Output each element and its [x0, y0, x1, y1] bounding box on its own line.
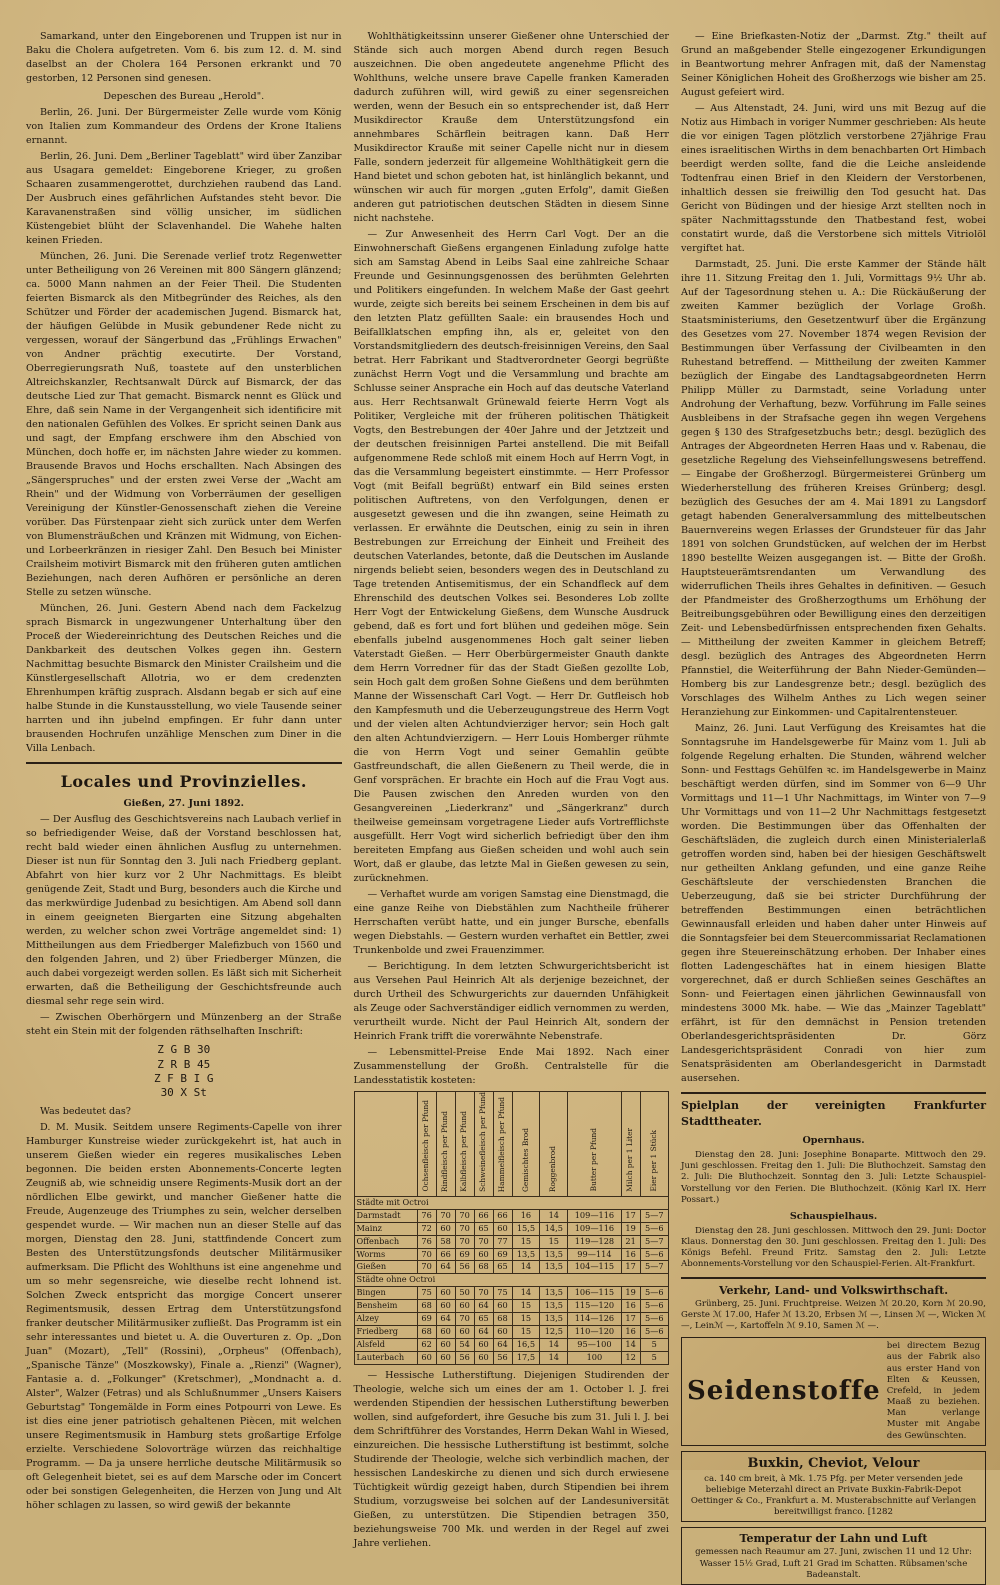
table-row	[354, 1352, 669, 1365]
price-cell: 70	[455, 1209, 474, 1222]
price-cell: 15	[540, 1235, 568, 1248]
price-cell: 70	[417, 1248, 436, 1261]
grain-prices: Grünberg, 25. Juni. Fruchtpreise. Weizen ℳ 20.20, Korn ℳ 20.90, Gerste ℳ 17.00, Hafer ℳ 13.20, Erbsen ℳ —, Linsen ℳ —, Wicken ℳ —, Leinℳ —, Kartoffeln ℳ 9.10, Samen ℳ —.	[681, 1298, 986, 1332]
dateline: Gießen, 27. Juni 1892.	[123, 798, 245, 810]
price-cell: 77	[493, 1235, 512, 1248]
price-cell: 119—128	[568, 1235, 621, 1248]
price-cell: 75	[417, 1287, 436, 1300]
price-cell: 60	[436, 1222, 455, 1235]
temperature-box	[681, 1527, 986, 1585]
table-row	[354, 1235, 669, 1248]
price-cell: 16	[621, 1326, 640, 1339]
price-cell: 5—6	[640, 1287, 668, 1300]
price-cell: 15	[512, 1235, 540, 1248]
price-cell: 76	[417, 1235, 436, 1248]
price-cell: 64	[474, 1326, 493, 1339]
price-cell: 60	[474, 1352, 493, 1365]
column-header	[436, 1092, 455, 1197]
price-cell: 68	[417, 1326, 436, 1339]
buxkin-ad-text: ca. 140 cm breit, à Mk. 1.75 Pfg. per Meter versenden jede beliebige Meterzahl direct an Private Buxkin-Fabrik-Depot Oettinger & Co., Frankfurt a. M. Musterabschnitte auf Verlangen bereitwilligst franco. [1282	[690, 1473, 977, 1518]
price-cell: 76	[417, 1209, 436, 1222]
price-cell: 104—115	[568, 1261, 621, 1274]
price-cell: 56	[455, 1261, 474, 1274]
price-cell: 72	[417, 1222, 436, 1235]
price-cell: 56	[493, 1352, 512, 1365]
dispatches-heading: Depeschen des Bureau „Herold".	[103, 91, 265, 102]
price-cell: 66	[493, 1209, 512, 1222]
price-cell: 75	[493, 1287, 512, 1300]
column-header-label: Schweinefleisch per Pfund	[478, 1092, 488, 1192]
table-row	[354, 1222, 669, 1235]
column-2	[353, 30, 670, 1550]
price-cell: 60	[493, 1300, 512, 1313]
price-cell: 14	[621, 1339, 640, 1352]
price-cell: 60	[436, 1339, 455, 1352]
city-cell: Darmstadt	[354, 1209, 417, 1222]
table-row	[354, 1261, 669, 1274]
berlin-dispatch-1: Berlin, 26. Juni. Der Bürgermeister Zelle wurde vom König von Italien zum Kommandeur des Ordens der Krone Italiens ernannt.	[26, 107, 342, 146]
city-cell: Lauterbach	[354, 1352, 417, 1365]
rebus-line: Z R B 45	[157, 1057, 211, 1071]
silk-ad-content	[687, 1341, 980, 1442]
city-cell: Worms	[354, 1248, 417, 1261]
column-header-label: Butter per Pfund	[589, 1128, 599, 1192]
group-label: Städte ohne Octroi	[354, 1274, 669, 1287]
price-cell: 60	[455, 1326, 474, 1339]
economy-heading: Verkehr, Land- und Volkswirthschaft.	[718, 1283, 949, 1297]
city-cell: Mainz	[354, 1222, 417, 1235]
price-cell: 19	[621, 1287, 640, 1300]
price-cell: 60	[474, 1339, 493, 1352]
mainz-sunday-rest-report: Mainz, 26. Juni. Laut Verfügung des Kreisamtes hat die Sonntagsruhe im Handelsgewerbe für Mainz vom 1. Juli ab folgende Regelung erhalten. Die Stunden, während welcher Sonn- und Festtags Gehülfen ꝛc. im Handelsgewerbe in Mainz beschäftigt werden dürfen, sind im Sommer von 6—9 Uhr Vormittags und 11—1 Uhr Nachmittags, im Winter von 7—9 Uhr Vormittags und von 11—2 Uhr Nachmittags festgesetzt worden. Die Bestimmungen über das Offenhalten der Geschäftsläden, die zugleich durch einen Ministerialerlaß getroffen worden sind, haben bei der hiesigen Geschäftswelt nur getheilten Anklang gefunden, und eine ganze Reihe Geschäftsleute der verschiedensten Branchen die Ueberzeugung, daß sie bei stricter Durchführung der betreffenden Bestimmungen einen beträchtlichen Gewinnausfall erleiden und haben daher unter Hinweis auf die Sonntagsfeier bei dem Steuercommissariat Reclamationen gegen ihre Steuereinschätzung erhoben. Der Inhaber eines flotten Ladengeschäftes hat in einem hiesigen Blatte vorgerechnet, daß er durch Schließen seines Geschäftes an Sonn- und Feiertagen einen jährlichen Gewinnausfall von mindestens 3000 Mk. habe. — Wie das „Mainzer Tageblatt" erfährt, ist für den demnächst in Pension tretenden Oberlandesgerichtspräsidenten Dr. Görz Landesgerichtspräsident Conradi von hier zum Senatspräsidenten am Oberlandesgericht in Darmstadt ausersehen.	[681, 723, 986, 1084]
column-header-label: Roggenbrod	[548, 1145, 558, 1192]
food-prices-table	[354, 1091, 670, 1365]
price-cell: 110—120	[568, 1326, 621, 1339]
table-row	[354, 1313, 669, 1326]
price-cell: 106—115	[568, 1287, 621, 1300]
column-header-label: Hammelfleisch per Pfund	[497, 1096, 507, 1192]
table-row	[354, 1248, 669, 1261]
column-3	[681, 30, 986, 1580]
price-cell: 5—6	[640, 1248, 668, 1261]
price-cell: 16	[621, 1300, 640, 1313]
price-cell: 70	[455, 1222, 474, 1235]
altenstadt-report: — Aus Altenstadt, 24. Juni, wird uns mit Bezug auf die Notiz aus Himbach in voriger Nummer geschrieben: Als heute die vor einigen Tagen plötzlich verstorbene 27jährige Frau eines israelitischen Wirths in dem benachbarten Ort Himbach beerdigt werden sollte, fand die die Leiche ansleidende Todtenfrau einen Brief in den Kleidern der Verstorbenen, inhaltlich dessen sie freiwillig den Tod gesucht hat. Das Gericht von Büdingen und der hiesige Arzt stellten noch in später Nachmittagsstunde den Thatbestand fest, wobei constatirt wurde, daß die Verstorbene sich mittels Vitriolöl vergiftet hat.	[681, 103, 986, 254]
price-cell: 16,5	[512, 1339, 540, 1352]
local-news-heading: Locales und Provinzielles.	[60, 772, 307, 791]
city-column-header	[354, 1092, 417, 1197]
price-cell: 17	[621, 1209, 640, 1222]
price-cell: 66	[474, 1209, 493, 1222]
price-cell: 60	[417, 1352, 436, 1365]
group-label: Städte mit Octroi	[354, 1196, 669, 1209]
music-article: D. M. Musik. Seitdem unsere Regiments-Capelle von ihrer Hamburger Kunstreise wieder zurückgekehrt ist, hat auch in unserem Gießen wieder ein regeres musikalisches Leben begonnen. Die beiden ersten Abonnements-Concerte legten Zeugniß ab, wie schneidig unsere Regiments-Musik dort an der nördlichen Elbe gewirkt, und mancher Gießener hatte die Freude, Augenzeuge des Triumphes zu sein, welcher derselben gespendet wurde. — Wir machen nun an dieser Stelle auf das morgen, Dienstag den 28. Juni, stattfindende Concert zum Besten des Unterstützungsfonds deutscher Militärmusiker aufmerksam. Die Pflicht des Wohlthuns ist eine angenehme und um so mehr segensreiche, wie dieselbe recht lohnend ist. Solchen Zweck entspricht das morgige Concert unserer Regimentsmusik, dessen Ertrag dem Unterstützungsfond franker deutscher Militärmusiker zufließt. Das Programm ist ein sehr interessantes und bietet u. A. die Ouverturen z. Op. „Don Juan" (Mozart), „Tell" (Rossini), „Orpheus" (Offenbach), „Spanische Tänze" (Moszkowsky), Finale a. „Rienzi" (Wagner), Fantasie a. d. „Folkunger" (Kretschmer), „Mondnacht a. d. Alster", Walzer (Fetras) und als Schlußnummer „Unsers Kaisers Geburtstag" Tongemälde in Form eines Potpourri von Lewe. Es ist dies eine jener patriotisch gehaltenen Piècen, mit welchen unsere Regimentsmusik in Hamburg stets großartige Erfolge erzielte. Verschiedene Solovorträge würzen das reichhaltige Programm. — Da ja unsere herrliche deutsche Militärmusik so oft Gelegenheit bietet, sei es auf dem Marsche oder im Concert oder bei sonstigen Gelegenheiten, die Herzen von Jung und Alt höher schlagen zu lassen, so wird gewiß der bekannte	[26, 1121, 342, 1511]
playhouse-schedule: Dienstag den 28. Juni geschlossen. Mittwoch den 29. Juni: Doctor Klaus. Donnerstag den 30. Juni geschlossen. Freitag den 1. Juli: Des Königs Befehl. Freund Fritz. Samstag den 2. Juli: Letzte Abonnements-Vorstellung vor den Schauspiel-Ferien. Alt-Frankfurt.	[681, 1225, 986, 1270]
price-cell: 13,5	[540, 1287, 568, 1300]
price-cell: 12	[621, 1352, 640, 1365]
price-cell: 13,5	[540, 1261, 568, 1274]
silk-advertisement	[681, 1337, 986, 1446]
correction-notice: — Berichtigung. In dem letzten Schwurgerichtsbericht ist aus Versehen Paul Heinrich Alt als derjenige bezeichnet, der durch Urtheil des Schwurgerichts zur dauernden Unfähigkeit als Zeuge oder Sachverständiger eidlich vernommen zu werden, verurtheilt wurde. Nicht der Paul Heinrich Alt, sondern der Heinrich Frank trifft die vorerwähnte Nebenstrafe.	[353, 961, 669, 1042]
section-divider	[681, 1092, 986, 1094]
luther-foundation-notice: — Hessische Lutherstiftung. Diejenigen Studirenden der Theologie, welche sich um eines der am 1. October l. J. frei werdenden Stipendien der hessischen Lutherstiftung bewerben wollen, sind aufgefordert, ihre Gesuche bis zum 31. Juli l. J. bei dem Schriftführer des Vorstandes, Herrn Dekan Wahl in Wiesed, einzureichen. Die hessische Lutherstiftung ist bestimmt, solche Studirende der Theologie, welche sich verbindlich machen, der hessischen Landeskirche zu dienen und sich durch erwiesene Tüchtigkeit würdig gezeigt haben, durch Stipendien bei ihrem Studium, vorzugsweise bei solchen auf der Landesuniversität Gießen, zu unterstützen. Die Stipendien betragen 350, beziehungsweise 700 Mk. und werden in der Regel auf zwei Jahre verliehen.	[353, 1370, 669, 1550]
price-cell: 69	[455, 1248, 474, 1261]
theatre-schedule-heading: Spielplan der vereinigten Frankfurter Stadttheater.	[681, 1099, 986, 1129]
price-cell: 70	[417, 1261, 436, 1274]
price-cell: 54	[455, 1339, 474, 1352]
column-header	[455, 1092, 474, 1197]
temperature-heading: Temperatur der Lahn und Luft	[739, 1532, 928, 1546]
price-cell: 16	[512, 1209, 540, 1222]
price-cell: 60	[455, 1300, 474, 1313]
price-cell: 65	[493, 1261, 512, 1274]
rebus-line: Z F B I G	[153, 1071, 214, 1085]
price-cell: 19	[621, 1222, 640, 1235]
price-cell: 109—116	[568, 1209, 621, 1222]
price-cell: 14,5	[540, 1222, 568, 1235]
price-cell: 60	[436, 1300, 455, 1313]
munich-dispatch-1: München, 26. Juni. Die Serenade verlief trotz Regenwetter unter Betheiligung von 26 Vereinen mit 800 Sängern glänzend; ca. 5000 Mann nahmen an der Feier Theil. Die Studenten feierten Bismarck als den Mitbegründer des Reiches, als den Schützer und Förder der academischen Jugend. Bismarck hat, der häufigen Gelübde in Musik gebundener Rede nicht zu vergessen, worauf der Sängerbund das „Frühlings Erwachen" von Andner prächtig executirte. Der Vorstand, Oberregierungsrath Nuß, toastete auf den unsterblichen Altreichskanzler, Rechtsanwalt Dürck auf Bismarck, der das deutsche Lied zur That gemacht. Bismarck nennt es Glück und Ehre, daß sein Name in der Vergangenheit sich identificire mit den nationalen Gefühlen des Volkes. Er spricht seinen Dank aus und sagt, der Empfang erschwere ihm den Abschied von München, doch hoffe er, im nächsten Jahre wieder zu kommen. Brausende Bravos und Hochs erschallten. Nach Absingen des „Sängerspruches" und der ersten zwei Verse der „Wacht am Rhein" und der Widmung von Vorberräumen der geselligen Vereinigung der Künstler-Genossenschaft ziehen die Vereine vorüber. Das Fürstenpaar zieht sich zurück unter dem Werfen von Blumensträußchen und Kränzen mit Widmung, von Eichen- und Lorbeerkränzen in riesiger Zahl. Den Besuch bei Minister Crailsheim motivirt Bismarck mit den früheren guten amtlichen Beziehungen, nach deren Aufhören er persönliche an deren Stelle zu setzen wünsche.	[26, 251, 342, 598]
city-cell: Bingen	[354, 1287, 417, 1300]
price-cell: 17	[621, 1261, 640, 1274]
table-row	[354, 1339, 669, 1352]
prices-table-body	[354, 1196, 669, 1365]
price-cell: 15	[512, 1326, 540, 1339]
column-header-label: Rindfleisch per Pfund	[440, 1110, 450, 1192]
price-cell: 58	[436, 1235, 455, 1248]
price-cell: 12,5	[540, 1326, 568, 1339]
city-cell: Offenbach	[354, 1235, 417, 1248]
temperature-text: gemessen nach Reaumur am 27. Juni, zwischen 11 und 12 Uhr: Wasser 15½ Grad, Luft 21 Grad im Schatten. Rübsamen'sche Badeanstalt.	[695, 1547, 972, 1580]
price-cell: 60	[436, 1287, 455, 1300]
cholera-report: Samarkand, unter den Eingeborenen und Truppen ist nur in Baku die Cholera aufgetreten. Vom 6. bis zum 12. d. M. sind daselbst an der Cholera 164 Personen erkrankt und 70 gestorben, 12 Personen sind genesen.	[26, 31, 342, 84]
table-row	[354, 1287, 669, 1300]
column-header-label: Gemischtes Brod	[520, 1127, 530, 1192]
price-cell: 109—116	[568, 1222, 621, 1235]
price-cell: 16	[621, 1248, 640, 1261]
price-cell: 65	[474, 1222, 493, 1235]
city-cell: Gießen	[354, 1261, 417, 1274]
berlin-dispatch-2: Berlin, 26. Juni. Dem „Berliner Tageblatt" wird über Zanzibar aus Usagara gemeldet: Eingeborene Krieger, zu großen Schaaren zusammengerottet, durchziehen raubend das Land. Der Ausbruch eines gefährlichen Aufstandes steht bevor. Die Karavanenstraßen sind völlig unsicher, im südlichen Küstengebiet blüht der Sclavenhandel. Die Wahehe halten keinen Frieden.	[26, 151, 342, 246]
opera-house-heading: Opernhaus.	[802, 1135, 865, 1147]
price-cell: 65	[474, 1313, 493, 1326]
price-cell: 14	[512, 1261, 540, 1274]
price-cell: 14	[540, 1352, 568, 1365]
price-cell: 70	[474, 1287, 493, 1300]
price-cell: 15	[512, 1313, 540, 1326]
price-cell: 14	[540, 1339, 568, 1352]
rebus-line: 30 X St	[160, 1086, 207, 1100]
table-group-row	[354, 1196, 669, 1209]
price-cell: 114—126	[568, 1313, 621, 1326]
rebus-question: Was bedeutet das?	[40, 1105, 131, 1117]
stone-inscription: — Zwischen Oberhörgern und Münzenberg an der Straße steht ein Stein mit der folgenden räthselhaften Inschrift:	[26, 1012, 342, 1038]
price-cell: 69	[417, 1313, 436, 1326]
price-cell: 60	[493, 1326, 512, 1339]
price-cell: 13,5	[540, 1313, 568, 1326]
inscription-rebus	[26, 1043, 342, 1100]
table-row	[354, 1209, 669, 1222]
name-day-notice: — Eine Briefkasten-Notiz der „Darmst. Ztg." theilt auf Grund an maßgebender Stelle eingezogener Erkundigungen in Beantwortung mehrer Anfragen mit, daß der Namenstag Seiner Königlichen Hoheit des Großherzogs wie bisher am 25. August gefeiert wird.	[681, 31, 986, 98]
price-cell: 68	[417, 1300, 436, 1313]
price-cell: 5—6	[640, 1313, 668, 1326]
price-cell: 100	[568, 1352, 621, 1365]
price-cell: 64	[436, 1261, 455, 1274]
price-cell: 69	[493, 1248, 512, 1261]
price-cell: 64	[493, 1339, 512, 1352]
price-cell: 14	[540, 1209, 568, 1222]
price-cell: 15	[512, 1300, 540, 1313]
price-cell: 70	[455, 1235, 474, 1248]
column-header	[621, 1092, 640, 1197]
section-divider	[26, 762, 342, 764]
munich-dispatch-2: München, 26. Juni. Gestern Abend nach dem Fackelzug sprach Bismarck in ungezwungener Unterhaltung über den Proceß der Wiedereinrichtung des Deutschen Reiches und die Dankbarkeit des deutschen Volkes gegen ihn. Gestern Nachmittag besuchte Bismarck den Minister Crailsheim und die Künstlergesellschaft Allotria, wo er dem credenzten Ehrenhumpen kräftig zusprach. Alsdann begab er sich auf eine halbe Stunde in die Kunstausstellung, wo viele Tausende seiner harrten und ihn jubelnd empfingen. Er fuhr dann unter brausenden Hochrufen unzählige Menschen zum Diner in die Villa Lenbach.	[26, 603, 342, 754]
price-cell: 60	[436, 1326, 455, 1339]
silk-ad-title: Seidenstoffe	[687, 1376, 881, 1407]
price-cell: 64	[474, 1300, 493, 1313]
price-cell: 115—120	[568, 1300, 621, 1313]
price-cell: 50	[455, 1287, 474, 1300]
price-cell: 5—6	[640, 1300, 668, 1313]
price-cell: 56	[455, 1352, 474, 1365]
table-row	[354, 1326, 669, 1339]
price-cell: 70	[436, 1209, 455, 1222]
price-cell: 60	[493, 1222, 512, 1235]
price-cell: 68	[474, 1261, 493, 1274]
price-cell: 13,5	[540, 1300, 568, 1313]
buxkin-ad-title: Buxkin, Cheviot, Velour	[747, 1455, 920, 1471]
silk-ad-text: bei directem Bezug aus der Fabrik also aus erster Hand von Elten & Keussen, Crefeld, in jedem Maaß zu beziehen. Man verlange Muster mit Angabe des Gewünschten.	[886, 1341, 980, 1441]
price-cell: 70	[474, 1235, 493, 1248]
price-cell: 99—114	[568, 1248, 621, 1261]
table-header-row	[354, 1092, 669, 1197]
column-header	[417, 1092, 436, 1197]
price-cell: 13,5	[540, 1248, 568, 1261]
playhouse-heading: Schauspielhaus.	[789, 1210, 878, 1222]
darmstadt-chamber-report: Darmstadt, 25. Juni. Die erste Kammer der Stände hält ihre 11. Sitzung Freitag den 1. Juli, Vormittags 9½ Uhr ab. Auf der Tagesordnung stehen u. A.: Die Rückäußerung der zweiten Kammer bezüglich der Vorlage Großh. Staatsministeriums, den Gesetzentwurf über die Ergänzung des Gesetzes vom 27. November 1874 wegen Revision der Bestimmungen über Verfassung der Civilbeamten in den Ruhestand betreffend. — Mittheilung der zweiten Kammer bezüglich der Eingabe des Landtagsabgeordneten Herrn Philipp Müller zu Darmstadt, seine Vorladung unter Androhung der Verhaftung, bezw. Vorführung im Falle seines Ausbleibens in der Strafsache gegen ihn wegen Vergehens gegen § 130 des Strafgesetzbuchs betr.; desgl. bezüglich des Antrages der Abgeordneten Herren Haas und v. Rabenau, die gesetzliche Regelung des Viehseinfellungswesens betreffend. — Eingabe der Großherzogl. Bürgermeisterei Grünberg um Wiederherstellung des früheren Kreises Grünberg; desgl. bezüglich des Gesuches der am 4. Mai 1891 zu Langsdorf getagt habenden Generalversammlung des mittelbeutschen Bauernvereins wegen Erlasses der Grundsteuer für das Jahr 1891 von solchen Grundstücken, auf welchen der im Herbst 1890 bestellte Weizen ausgegangen ist. — Bitte der Großh. Hauptsteuerämtsrendanten um Verwandlung des widerruflichen Theils ihres Gehaltes in definitiven. — Gesuch der Pfandmeister des Großherzogthums um Erhöhung der Beitreibungsgebühren oder Bewilligung eines den derzeitigen Zeit- und Lebensbedürfnissen entsprechenden fixen Gehalts. — Mittheilung der zweiten Kammer in gleichem Betreff; desgl. bezüglich des Antrages des Abgeordneten Herrn Pfannstiel, die Weiterführung der Bahn Nieder-Gemünden—Homberg bis zur Landesgrenze betr.; desgl. bezüglich des Vorschlages des Wilhelm Anthes zu Lich wegen seiner Heranziehung zur Einkommen- und Capitalrentensteuer.	[681, 259, 986, 718]
price-cell: 15,5	[512, 1222, 540, 1235]
price-cell: 17	[621, 1313, 640, 1326]
section-divider	[681, 1277, 986, 1279]
rebus-line: Z G B 30	[157, 1043, 211, 1057]
column-header-label: Kalbfleisch per Pfund	[459, 1111, 469, 1192]
price-cell: 17,5	[512, 1352, 540, 1365]
carl-vogt-article: — Zur Anwesenheit des Herrn Carl Vogt. Der an die Einwohnerschaft Gießens ergangenen Einladung zufolge hatte sich am Samstag Abend in Leibs Saal eine zahlreiche Schaar Freunde und Gesinnungsgenossen des berühmten Gelehrten und Politikers eingefunden. In welchem Maße der Gast geehrt wurde, zeigte sich bereits bei seinem Erscheinen in dem bis auf den letzten Platz gefüllten Saale: ein brausendes Hoch und Beifallklatschen empfing ihn, als er, geleitet von den Vorstandsmitgliedern des deutsch-freisinnigen Vereins, den Saal betrat. Herr Fabrikant und Stadtverordneter Georgi begrüßte zunächst Herrn Vogt und die Versammlung und brachte am Schlusse seiner Ansprache ein Hoch auf das deutsche Vaterland aus. Herr Rechtsanwalt Grünewald feierte Herrn Vogt als Politiker, Vergleiche mit der früheren politischen Thätigkeit Vogts, den Bestrebungen der 40er Jahre und der Jetztzeit und der deutschen freisinnigen Partei anstellend. Die mit Beifall aufgenommene Rede schloß mit einem Hoch auf Herrn Vogt, in das die Versammlung begeistert einstimmte. — Herr Professor Vogt (mit Beifall begrüßt) entwarf ein Bild seines ersten politischen Auftretens, von den Verfolgungen, denen er ausgesetzt gewesen und die ihn zwangen, seine Heimath zu verlassen. Er erwähnte die Deutschen, einig zu sein in ihren Bestrebungen zur Erreichung der Einheit und Freiheit des deutschen Vaterlandes, betonte, daß die Deutschen im Auslande nirgends beliebt seien, besonders wegen des in Deutschland zu Tage tretenden Antisemitismus, der ein Schandfleck auf dem Ehrenschild des deutschen Volkes sei. Besonderes Lob zollte Herr Vogt der Entwickelung Gießens, dem Wunsche Ausdruck gebend, daß es fort und fort blühen und gedeihen möge. Sein ebenfalls jubelnd ausgenommenes Hoch galt seiner lieben Vaterstadt Gießen. — Herr Oberbürgermeister Gnauth dankte dem Herrn Vorredner für das der Stadt Gießen gezollte Lob, sein Hoch galt dem großen Sohne Gießens und dem berühmten Manne der Wissenschaft Carl Vogt. — Herr Dr. Gutfleisch hob den Kampfesmuth und die Ueberzeugungstreue des Herrn Vogt und der vielen alten Achtundvierziger hervor; sein Hoch galt den alten Achtundvierzigern. — Herr Louis Homberger rühmte die von Herrn Vogt und seiner Gemahlin geübte Gastfreundschaft, die allen Gießenern zu Theil werde, die in Genf vorsprächen. Er brachte ein Hoch auf die Frau Vogt aus. Die Pausen zwischen den Anreden wurden von den Gesangvereinen „Liederkranz" und „Sängerkranz" durch theilweise gemeinsam vorgetragene Lieder aufs Vortrefflichste ausgefüllt. Herr Vogt wird sicherlich befriedigt über den ihm bereiteten Empfang aus Gießen scheiden und wohl auch sein Wort, daß er glaube, das letzte Mal in Gießen gewesen zu sein, zurücknehmen.	[353, 229, 669, 884]
price-cell: 60	[474, 1248, 493, 1261]
price-cell: 70	[455, 1313, 474, 1326]
price-cell: 68	[493, 1313, 512, 1326]
history-club-excursion: — Der Ausflug des Geschichtsvereins nach Laubach verlief in so befriedigender Weise, daß der Vorstand beschlossen hat, recht bald wieder einen ähnlichen Ausflug zu unternehmen. Dieser ist nun für Sonntag den 3. Juli nach Friedberg geplant. Abfahrt von hier kurz vor 2 Uhr Nachmittags. Es bleibt genügende Zeit, Stadt und Burg, besonders auch die Kirche und das merkwürdige Judenbad zu besichtigen. Am Abend soll dann in einem geeigneten Biergarten eine Sitzung abgehalten werden, zu welcher schon zwei Vorträge angemeldet sind: 1) Mittheilungen aus dem Friedberger Malefizbuch von 1560 und den folgenden Jahren, und 2) über Friedberger Münzen, die auch dabei vorgezeigt werden sollen. Es läßt sich mit Sicherheit erwarten, daß die Betheiligung der Geschichtsfreunde auch diesmal sehr rege sein wird.	[26, 814, 342, 1008]
price-cell: 5—6	[640, 1222, 668, 1235]
price-cell: 95—100	[568, 1339, 621, 1352]
arrests-report: — Verhaftet wurde am vorigen Samstag eine Dienstmagd, die eine ganze Reihe von Diebstählen zum Nachtheile früherer Herrschaften verübt hatte, und ein junger Bursche, ebenfalls wegen Diebstahls. — Gestern wurden verhaftet ein Bettler, zwei Trunkenbolde und zwei Frauenzimmer.	[353, 889, 669, 956]
city-cell: Alzey	[354, 1313, 417, 1326]
column-header-label: Eier per 1 Stück	[648, 1130, 658, 1192]
music-article-continued: Wohlthätigkeitssinn unserer Gießener ohne Unterschied der Stände sich auch morgen Abend durch regen Besuch auszeichnen. Die oben angedeutete angenehme Pflicht des Wohlthuns, welche unsere brave Capelle franken Kameraden dadurch zuführen will, wird gewiß zu einer segensreichen werden, wenn der Besuch ein so entsprechender ist, daß Herr Musikdirector Krauße dem Unterstützungsfond ein annehmbares Schärflein beitragen kann. Daß Herr Musikdirector Krauße mit seiner Capelle nicht nur in diesem Falle, sondern jederzeit für allgemeine Wohlthätigkeit gern die Hand bietet und schon geboten hat, ist hinlänglich bekannt, und wünschen wir auch für morgen „guten Erfolg", damit Gießen anderen gut patriotischen deutschen Städten in diesem Sinne nicht nachstehe.	[353, 31, 669, 224]
table-group-row	[354, 1274, 669, 1287]
column-header	[640, 1092, 668, 1197]
buxkin-advertisement	[681, 1451, 986, 1523]
column-header	[512, 1092, 540, 1197]
price-cell: 5	[640, 1352, 668, 1365]
column-header	[493, 1092, 512, 1197]
price-cell: 14	[512, 1287, 540, 1300]
opera-house-schedule: Dienstag den 28. Juni: Josephine Bonaparte. Mittwoch den 29. Juni geschlossen. Freitag den 1. Juli: Die Bluthochzeit. Samstag den 2. Juli: Die Bluthochzeit. Sonntag den 3. Juli: Letzte Schauspiel-Vorstellung vor den Ferien. Die Bluthochzeit. (König Karl IX. Herr Possart.)	[681, 1150, 986, 1205]
column-header	[568, 1092, 621, 1197]
price-cell: 64	[436, 1313, 455, 1326]
column-header-label: Ochsenfleisch per Pfund	[421, 1100, 431, 1192]
price-cell: 5—7	[640, 1261, 668, 1274]
price-cell: 21	[621, 1235, 640, 1248]
column-header-label: Milch per 1 Liter	[625, 1128, 635, 1192]
city-cell: Alsfeld	[354, 1339, 417, 1352]
price-cell: 62	[417, 1339, 436, 1352]
column-header	[474, 1092, 493, 1197]
price-cell: 5—7	[640, 1235, 668, 1248]
table-row	[354, 1300, 669, 1313]
city-cell: Friedberg	[354, 1326, 417, 1339]
price-cell: 5—7	[640, 1209, 668, 1222]
city-cell: Bensheim	[354, 1300, 417, 1313]
column-header	[540, 1092, 568, 1197]
column-1	[26, 30, 342, 1511]
price-cell: 60	[436, 1352, 455, 1365]
price-cell: 5	[640, 1339, 668, 1352]
price-cell: 13,5	[512, 1248, 540, 1261]
price-cell: 5—6	[640, 1326, 668, 1339]
price-cell: 66	[436, 1248, 455, 1261]
food-prices-intro: — Lebensmittel-Preise Ende Mai 1892. Nach einer Zusammenstellung der Großh. Centralstelle für die Landesstatistik kosteten:	[353, 1047, 669, 1086]
